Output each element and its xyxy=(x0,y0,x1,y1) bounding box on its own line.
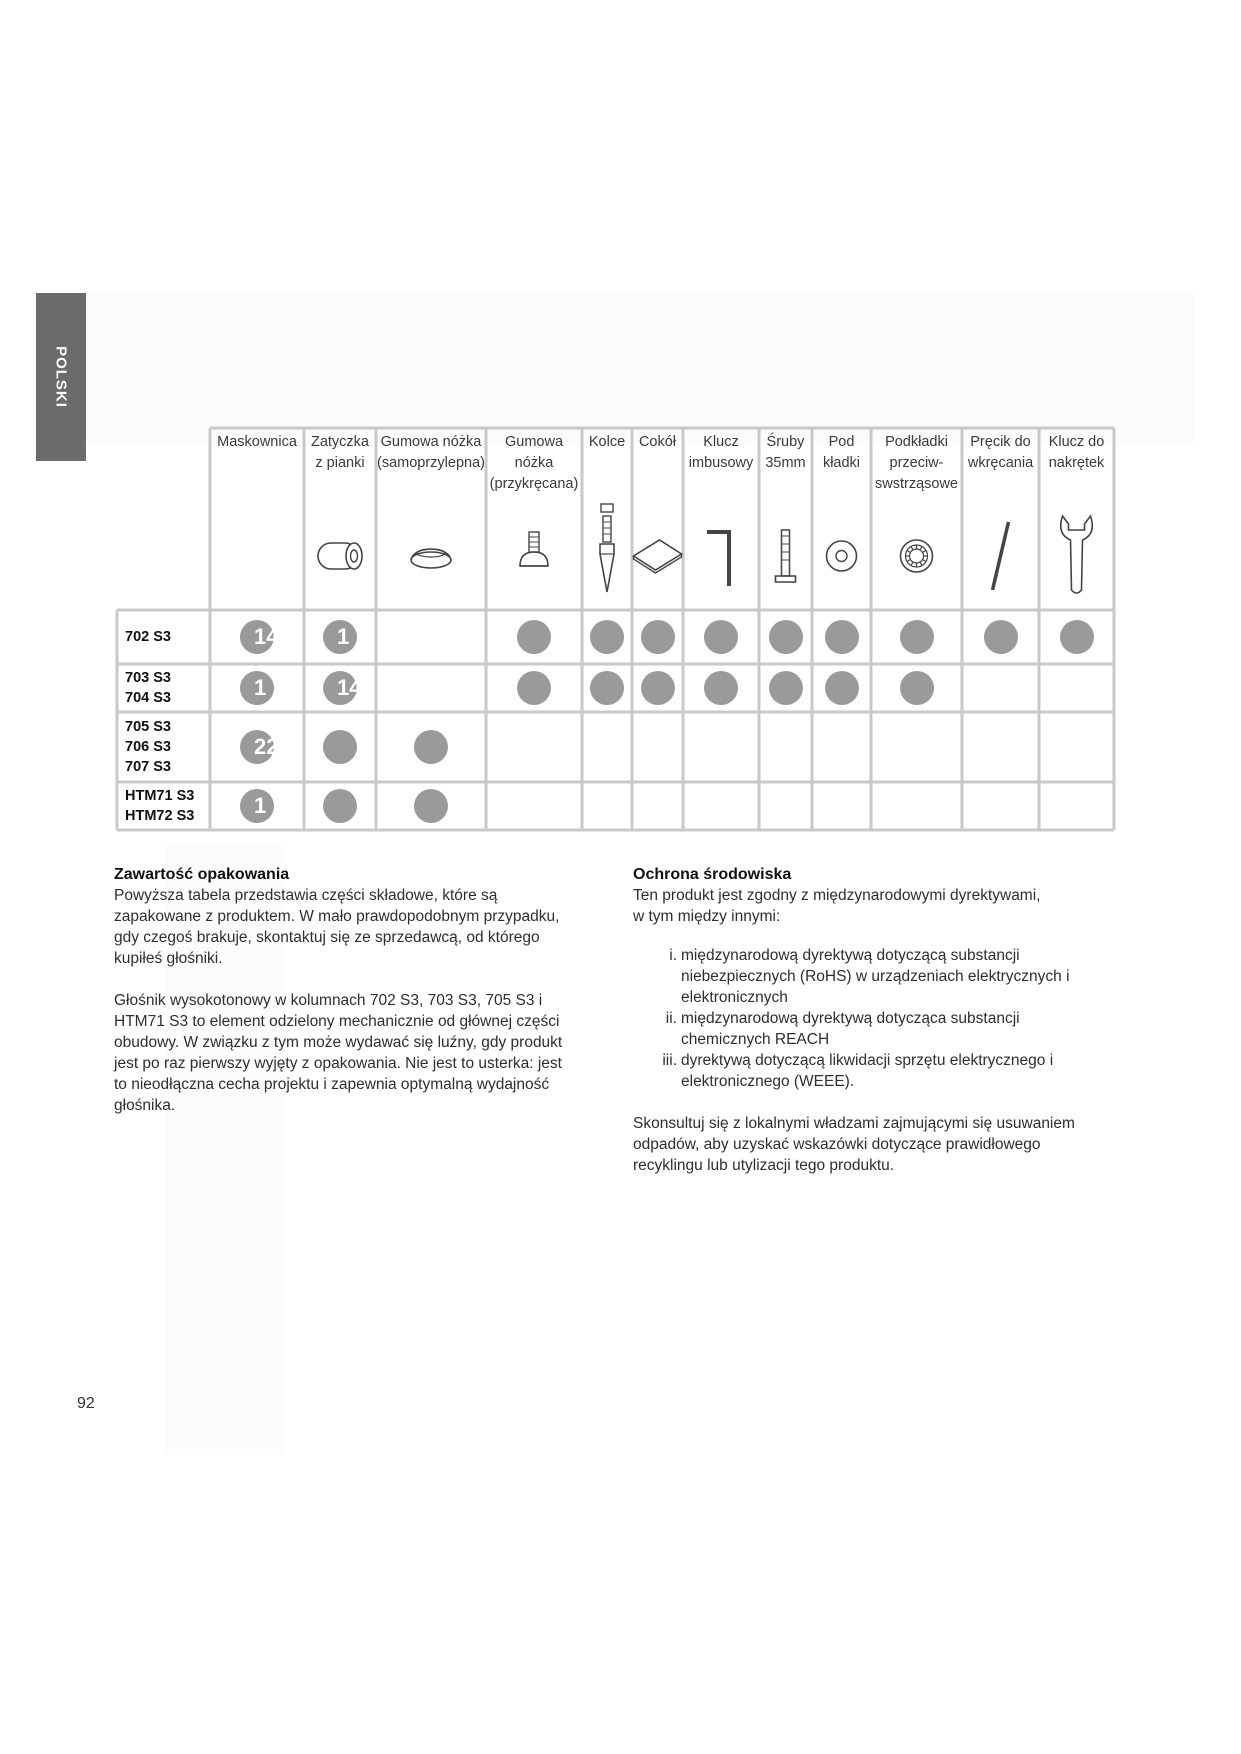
model-name: 703 S3 xyxy=(125,670,171,686)
model-name: HTM72 S3 xyxy=(125,808,195,824)
included-part-marker xyxy=(240,620,279,654)
spike-icon xyxy=(600,504,614,592)
included-part-marker xyxy=(984,620,1018,654)
column-header-line: (przykręcana) xyxy=(489,476,579,492)
included-part-marker xyxy=(825,671,859,705)
column-header-line: z pianki xyxy=(315,455,365,471)
included-part-marker xyxy=(590,671,624,705)
column-header-line: nakrętek xyxy=(1048,455,1105,471)
column-header-gumowa-przykrecana xyxy=(486,432,582,495)
column-header-line: Pręcik do xyxy=(970,434,1031,450)
column-header-line: Klucz do xyxy=(1048,434,1105,450)
included-part-marker xyxy=(769,671,803,705)
washer-icon xyxy=(827,541,857,571)
environment-closing xyxy=(633,1113,1153,1176)
column-header-line: Gumowa xyxy=(504,434,564,450)
text-line: obudowy. W związku z tym może wydawać się luźny, gdy produkt xyxy=(114,1034,563,1051)
included-part-marker xyxy=(590,620,624,654)
included-part-marker xyxy=(1060,620,1094,654)
text-line: elektronicznego (WEEE). xyxy=(681,1073,855,1090)
spanner-icon xyxy=(1061,516,1093,593)
column-header-line: Kolce xyxy=(588,434,626,450)
column-header-line: kładki xyxy=(822,455,861,471)
text-line: Głośnik wysokotonowy w kolumnach 702 S3, 703 S3, 705 S3 i xyxy=(114,992,543,1009)
model-name: HTM71 S3 xyxy=(125,788,195,804)
column-header-maskownica xyxy=(210,432,304,453)
included-part-marker xyxy=(240,730,279,764)
included-part-marker xyxy=(323,620,357,654)
language-tab-label: POLSKI xyxy=(52,346,70,408)
model-name: 706 S3 xyxy=(125,739,171,755)
included-part-marker xyxy=(825,620,859,654)
column-header-podkladki xyxy=(812,432,871,474)
column-header-line: swstrząsowe xyxy=(875,476,958,492)
included-part-marker xyxy=(900,620,934,654)
model-name: 705 S3 xyxy=(125,719,171,735)
package-contents-paragraph-1 xyxy=(114,885,634,969)
column-header-cokol xyxy=(632,432,683,453)
column-header-line: Klucz xyxy=(703,434,739,450)
included-part-marker xyxy=(769,620,803,654)
model-label xyxy=(125,627,171,647)
text-line: głośnika. xyxy=(114,1097,176,1114)
text-line: gdy czegoś brakuje, skontaktuj się ze sprzedawcą, od którego xyxy=(114,929,540,946)
text-line: chemicznych REACH xyxy=(681,1031,830,1048)
included-part-marker xyxy=(240,671,274,705)
column-header-line: przeciw- xyxy=(889,455,944,471)
column-header-line: Zatyczka xyxy=(310,434,369,450)
text-line: dyrektywą dotyczącą likwidacji sprzętu elektrycznego i xyxy=(681,1052,1054,1069)
text-line: Powyższa tabela przedstawia części składowe, które są xyxy=(114,887,498,904)
directive-item xyxy=(633,1008,1153,1050)
model-label xyxy=(125,717,171,777)
included-part-marker xyxy=(704,620,738,654)
bolt-icon xyxy=(776,530,796,582)
environment-heading: Ochrona środowiska xyxy=(633,866,792,883)
quantity-label: 14 xyxy=(337,675,362,700)
column-header-klucz-nakretek xyxy=(1039,432,1114,474)
directive-item xyxy=(633,945,1153,1008)
package-contents-section xyxy=(114,865,634,1116)
column-header-gumowa-samoprzylepna xyxy=(376,432,486,474)
included-part-marker xyxy=(641,620,675,654)
quantity-label: 22 xyxy=(254,734,279,759)
list-marker: ii. xyxy=(665,1010,677,1027)
package-contents-paragraph-2 xyxy=(114,990,634,1116)
model-label xyxy=(125,668,171,708)
column-header-line: wkręcania xyxy=(967,455,1034,471)
column-header-line: Maskownica xyxy=(217,434,297,450)
included-part-marker xyxy=(414,789,448,823)
allen-key-icon xyxy=(707,532,729,586)
plinth-icon xyxy=(634,540,682,573)
included-part-marker xyxy=(517,620,551,654)
text-line: Ten produkt jest zgodny z międzynarodowymi dyrektywami, xyxy=(633,887,1041,904)
quantity-label: 1 xyxy=(254,793,267,818)
text-line: międzynarodową dyrektywą dotyczącą substancji xyxy=(681,947,1020,964)
list-marker: iii. xyxy=(662,1052,677,1069)
text-line: odpadów, aby uzyskać wskazówki dotyczące prawidłowego xyxy=(633,1136,1041,1153)
foam-plug-icon xyxy=(318,543,362,569)
page-number: 92 xyxy=(77,1395,95,1412)
column-header-precik xyxy=(962,432,1039,474)
column-header-line: Gumowa nóżka xyxy=(380,434,482,450)
anti-vibration-washer-icon xyxy=(901,540,933,572)
included-part-marker xyxy=(704,671,738,705)
tommy-bar-icon xyxy=(993,522,1009,590)
text-line: recyklingu lub utylizacji tego produktu. xyxy=(633,1157,895,1174)
text-line: kupiłeś głośniki. xyxy=(114,950,223,967)
included-part-marker xyxy=(414,730,448,764)
model-name: 707 S3 xyxy=(125,759,171,775)
included-part-marker xyxy=(641,671,675,705)
text-line: w tym między innymi: xyxy=(633,908,781,925)
model-name: 702 S3 xyxy=(125,629,171,645)
environment-section xyxy=(633,865,1153,1176)
text-line: Skonsultuj się z lokalnymi władzami zajmującymi się usuwaniem xyxy=(633,1115,1075,1132)
column-header-zatyczka xyxy=(304,432,376,474)
list-marker: i. xyxy=(669,947,677,964)
text-line: międzynarodową dyrektywą dotycząca substancji xyxy=(681,1010,1020,1027)
column-header-klucz-imbusowy xyxy=(683,432,759,474)
text-line: jest po raz pierwszy wyjęty z opakowania. Nie jest to usterka: jest xyxy=(114,1055,562,1072)
column-header-line: Cokół xyxy=(638,434,677,450)
column-header-kolce xyxy=(582,432,632,453)
model-name: 704 S3 xyxy=(125,690,171,706)
text-line: to nieodłączna cecha projektu i zapewnia optymalną wydajność xyxy=(114,1076,550,1093)
environment-intro xyxy=(633,885,1153,927)
text-line: niebezpiecznych (RoHS) w urządzeniach elektrycznych i xyxy=(681,968,1070,985)
column-header-podkladki-przeciwwstrzasowe xyxy=(871,432,962,495)
included-part-marker xyxy=(517,671,551,705)
text-line: zapakowane z produktem. W mało prawdopodobnym przypadku, xyxy=(114,908,560,925)
column-header-line: Podkładki xyxy=(885,434,948,450)
included-part-marker xyxy=(900,671,934,705)
included-part-marker xyxy=(323,789,357,823)
column-header-line: 35mm xyxy=(765,455,806,471)
column-header-line: Pod xyxy=(828,434,855,450)
quantity-label: 1 xyxy=(337,624,350,649)
column-header-line: imbusowy xyxy=(688,455,754,471)
model-label xyxy=(125,786,194,826)
column-header-line: nóżka xyxy=(514,455,554,471)
directive-list xyxy=(633,945,1153,1092)
column-header-sruby xyxy=(759,432,812,474)
screw-in-rubber-foot-icon xyxy=(520,532,548,566)
directive-item xyxy=(633,1050,1153,1092)
text-line: HTM71 S3 to element odzielony mechanicznie od głównej części xyxy=(114,1013,560,1030)
included-part-marker xyxy=(323,671,362,705)
included-part-marker xyxy=(323,730,357,764)
quantity-label: 1 xyxy=(254,675,267,700)
quantity-label: 14 xyxy=(254,624,279,649)
included-part-marker xyxy=(240,789,274,823)
adhesive-rubber-foot-icon xyxy=(411,549,451,568)
column-header-line: (samoprzylepna) xyxy=(377,455,485,471)
column-header-line: Śruby xyxy=(766,434,805,450)
text-line: elektronicznych xyxy=(681,989,788,1006)
package-contents-heading: Zawartość opakowania xyxy=(114,866,290,883)
